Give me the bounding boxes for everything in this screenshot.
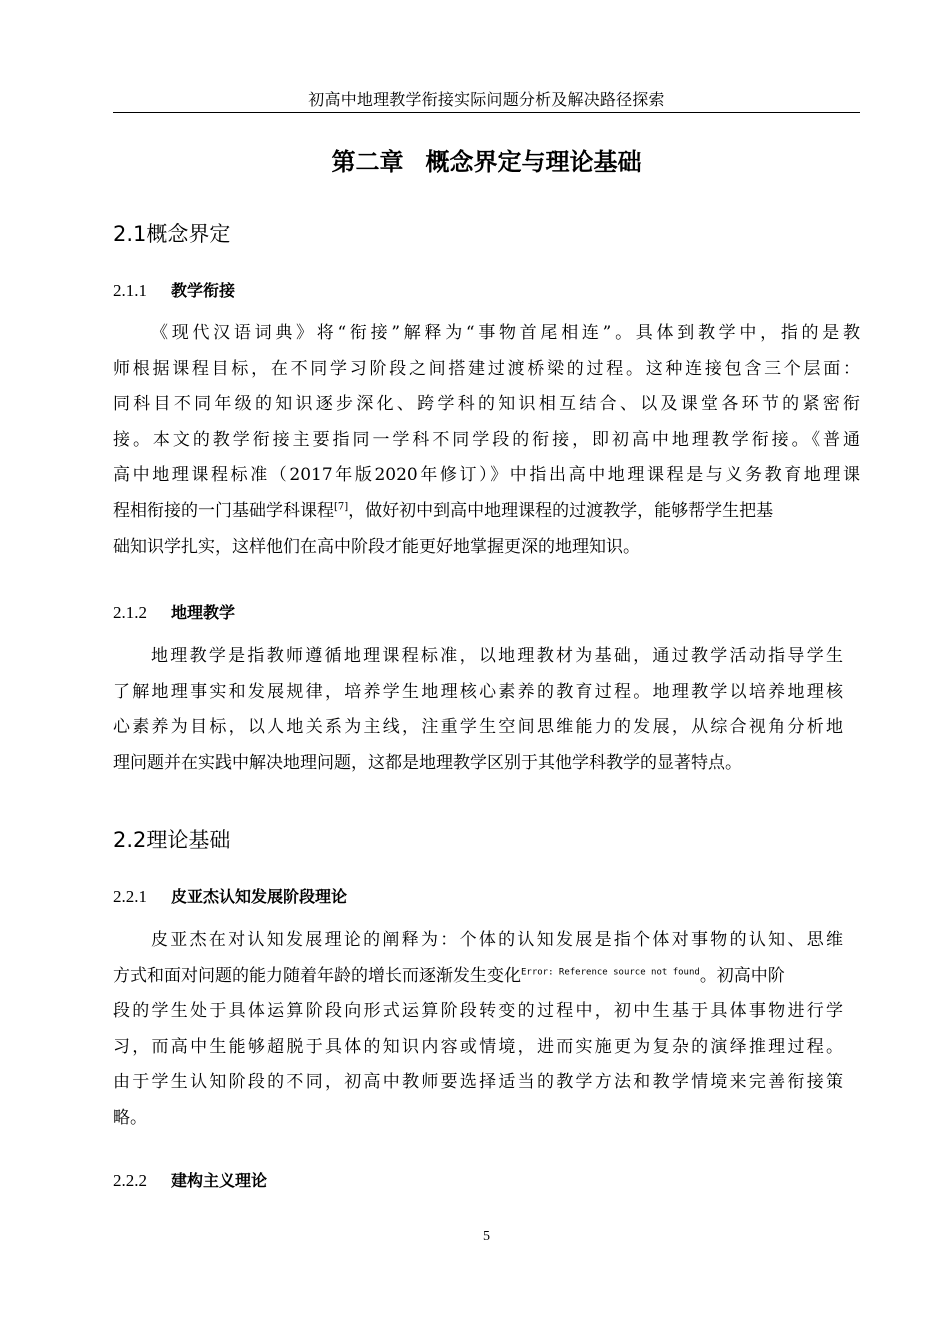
- paragraph-piaget-theory: [113, 923, 843, 1137]
- line-text: 方式和面对问题的能力随着年龄的增长而逐渐发生变化: [113, 965, 521, 986]
- paragraph-line: [113, 494, 860, 530]
- paragraph-line: 了解地理事实和发展规律，培养学生地理核心素养的教育过程。地理教学以培养地理核: [113, 681, 843, 702]
- line-text: ，做好初中到高中地理课程的过渡教学，能够帮学生把基: [348, 500, 774, 521]
- subsection-heading-2-1-2: [113, 602, 235, 624]
- paragraph-line: 皮亚杰在对认知发展理论的阐释为：个体的认知发展是指个体对事物的认知、思维: [151, 930, 843, 950]
- citation-marker: [7]: [334, 501, 349, 513]
- paragraph-line: 《现代汉语词典》将“衔接”解释为“事物首尾相连”。具体到教学中，指的是教: [151, 323, 860, 343]
- line-text: 程相衔接的一门基础学科课程: [113, 500, 334, 521]
- subsection-title: 皮亚杰认知发展阶段理论: [171, 887, 348, 906]
- paragraph-line: 高中地理课程标准（2017年版2020年修订）》中指出高中地理课程是与义务教育地理课: [113, 465, 860, 486]
- section-heading-2-1: 2.1概念界定: [113, 222, 231, 246]
- subsection-heading-2-1-1: [113, 280, 235, 302]
- header-rule: [113, 112, 860, 113]
- paragraph-line: 由于学生认知阶段的不同，初高中教师要选择适当的教学方法和教学情境来完善衔接策: [113, 1072, 843, 1093]
- subsection-number: 2.1.2: [113, 603, 147, 622]
- chapter-label: 第二章: [331, 148, 404, 176]
- section-heading-2-2: 2.2理论基础: [113, 828, 231, 852]
- chapter-name: 概念界定与理论基础: [425, 148, 642, 176]
- line-text: 。初高中阶: [699, 965, 785, 986]
- subsection-number: 2.1.1: [113, 281, 147, 300]
- paragraph-line: 础知识学扎实，这样他们在高中阶段才能更好地掌握更深的地理知识。: [113, 536, 640, 557]
- paragraph-line: 地理教学是指教师遵循地理课程标准，以地理教材为基础，通过教学活动指导学生: [151, 646, 843, 666]
- running-header: 初高中地理教学衔接实际问题分析及解决路径探索: [308, 90, 665, 109]
- subsection-heading-2-2-2: [113, 1170, 267, 1192]
- paragraph-line: 师根据课程目标，在不同学习阶段之间搭建过渡桥梁的过程。这种连接包含三个层面：: [113, 358, 860, 379]
- subsection-heading-2-2-1: [113, 886, 347, 908]
- subsection-title: 教学衔接: [171, 281, 236, 300]
- paragraph-geography-teaching: [113, 639, 843, 781]
- chapter-title: [113, 146, 860, 178]
- paragraph-line: 段的学生处于具体运算阶段向形式运算阶段转变的过程中，初中生基于具体事物进行学: [113, 1001, 843, 1022]
- paragraph-line: 心素养为目标，以人地关系为主线，注重学生空间思维能力的发展，从综合视角分析地: [113, 717, 843, 738]
- paragraph-line: 略。: [113, 1107, 147, 1128]
- paragraph-line: 同科目不同年级的知识逐步深化、跨学科的知识相互结合、以及课堂各环节的紧密衔: [113, 394, 860, 415]
- subsection-title: 地理教学: [171, 603, 236, 622]
- subsection-number: 2.2.2: [113, 1171, 147, 1190]
- reference-error-marker: Error: Reference source not found: [521, 966, 700, 977]
- paragraph-line: 接。本文的教学衔接主要指同一学科不同学段的衔接，即初高中地理教学衔接。《普通: [113, 429, 860, 450]
- subsection-number: 2.2.1: [113, 887, 147, 906]
- subsection-title: 建构主义理论: [171, 1171, 268, 1190]
- paragraph-line: [113, 959, 843, 995]
- paragraph-line: 理问题并在实践中解决地理问题，这都是地理教学区别于其他学科教学的显著特点。: [113, 752, 742, 773]
- paragraph-line: 习，而高中生能够超脱于具体的知识内容或情境，进而实施更为复杂的演绎推理过程。: [113, 1036, 843, 1057]
- paragraph-teaching-connection: [113, 316, 860, 565]
- page-number: 5: [483, 1229, 490, 1244]
